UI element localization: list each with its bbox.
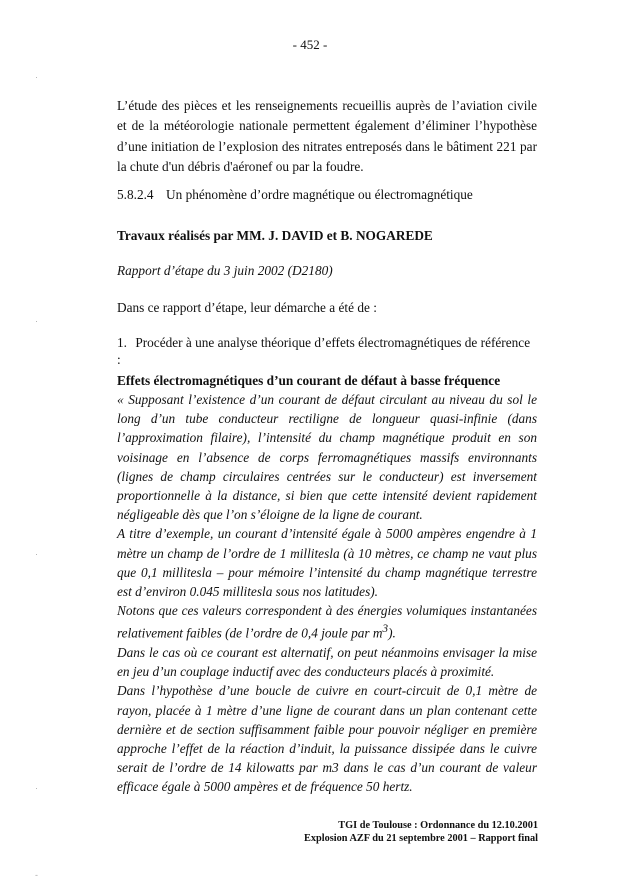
scan-mark: · xyxy=(35,316,38,326)
quote-paragraph-3-text: Notons que ces valeurs correspondent à des énergies volumiques instantanées relativement faibles (de l’ordre de 0,4 joule par m xyxy=(117,603,537,641)
list-item xyxy=(117,334,537,368)
quote-paragraph-5: Dans l’hypothèse d’une boucle de cuivre en court-circuit de 0,1 mètre de rayon, placée à 1 mètre d’une ligne de courant dans un plan contenant cette dernière et de section suffisamment faible pour pouvoir négliger en première approche l’effet de la réaction d’induit, la puissance dissipée dans le cuivre serait de l’ordre de 14 kilowatts par m3 dans le cas d’un courant de valeur efficace égale à 5000 ampères et de fréquence 50 hertz. xyxy=(117,683,537,795)
section-heading xyxy=(117,186,537,203)
effects-title: Effets électromagnétiques d’un courant de défaut à basse fréquence xyxy=(117,373,501,388)
works-title: Travaux réalisés par MM. J. DAVID et B. NOGAREDE xyxy=(117,228,433,243)
section-number: 5.8.2.4 xyxy=(117,187,154,202)
scan-mark: · xyxy=(35,783,38,793)
section-title: Un phénomène d’ordre magnétique ou électromagnétique xyxy=(166,187,473,202)
superscript: 3 xyxy=(382,623,389,636)
report-reference: Rapport d’étape du 3 juin 2002 (D2180) xyxy=(117,263,333,278)
scan-mark: · xyxy=(35,72,38,82)
quote-paragraph-3-end: ). xyxy=(388,625,396,641)
quote-block xyxy=(117,390,537,797)
approach-text: Dans ce rapport d’étape, leur démarche a été de : xyxy=(117,300,377,315)
scan-mark: · xyxy=(35,549,38,559)
list-item-number: 1. xyxy=(117,335,127,350)
footer-line-1: TGI de Toulouse : Ordonnance du 12.10.2001 xyxy=(338,820,538,831)
quote-paragraph-1: « Supposant l’existence d’un courant de défaut circulant au niveau du sol le long d’un tube conducteur rectiligne de longueur quasi-infinie (dans l’approximation filaire), l’intensité du champ magnétique produit en son voisinage en l’absence de corps ferromagnétiques massifs environnants (lignes de champ circulaires centrées sur le conducteur) est inversement proportionnelle à la distance, si bien que cette intensité devient rapidement négligeable dès que l’on s’éloigne de la ligne de courant. xyxy=(117,392,537,523)
list-item-text: Procéder à une analyse théorique d’effets électromagnétiques de référence : xyxy=(117,335,531,367)
footer-line-2: Explosion AZF du 21 septembre 2001 – Rapport final xyxy=(304,833,538,844)
scan-mark: - xyxy=(35,870,38,880)
intro-text: L’étude des pièces et les renseignements recueillis auprès de l’aviation civile et de la météorologie nationale permettent également d’éliminer l’hypothèse d’une initiation de l’explosion des nitrates entreposés dans le bâtiment 221 par la chute d'un débris d'aéronef ou par la foudre. xyxy=(117,98,537,174)
quote-paragraph-3 xyxy=(117,601,537,643)
page-number: - 452 - xyxy=(292,37,328,52)
quote-paragraph-2: A titre d’exemple, un courant d’intensité égale à 5000 ampères engendre à 1 mètre un champ de l’ordre de 1 millitesla (à 10 mètres, ce champ ne vaut plus que 0,1 millitesla – pour mémoire l’intensité du champ magnétique terrestre est d’environ 0.045 millitesla sous nos latitudes). xyxy=(117,526,537,600)
quote-paragraph-4: Dans le cas où ce courant est alternatif, on peut néanmoins envisager la mise en jeu d’un couplage inductif avec des conducteurs placés à proximité. xyxy=(117,645,537,680)
intro-paragraph xyxy=(117,96,537,177)
